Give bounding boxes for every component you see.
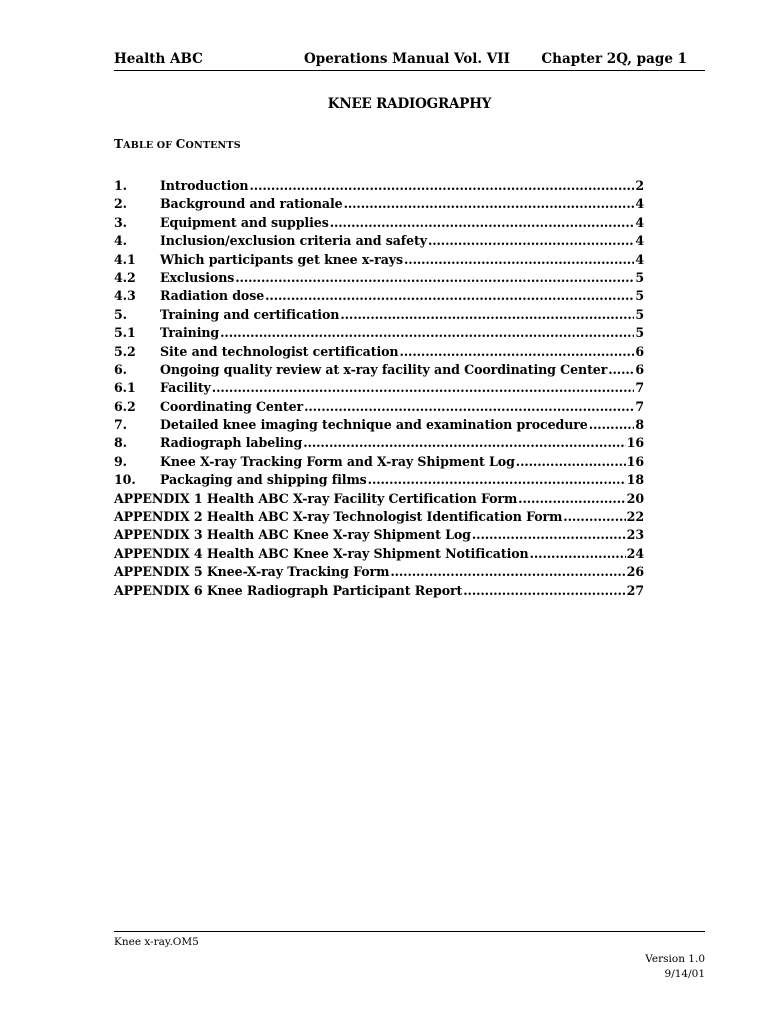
toc-entry-number: 4.3 <box>114 288 136 304</box>
toc-entry-link[interactable] <box>160 214 644 232</box>
toc-appendix-link[interactable] <box>114 582 644 600</box>
toc-entry-number: 5.2 <box>114 343 136 359</box>
toc-entry-title: Radiation dose <box>160 288 265 304</box>
toc-appendix-link[interactable] <box>114 526 644 544</box>
toc-dot-leader <box>472 526 626 544</box>
toc-appendix-title: APPENDIX 3 Health ABC Knee X-ray Shipment Log <box>114 527 471 543</box>
toc-entry-link[interactable] <box>160 379 644 397</box>
toc-entry-page: 4 <box>635 251 644 267</box>
toc-appendix-page: 26 <box>626 564 644 580</box>
toc-entry-page: 5 <box>635 288 644 304</box>
toc-dot-leader <box>516 453 626 471</box>
toc-entry-title: Packaging and shipping films <box>160 472 367 488</box>
toc-dot-leader <box>304 398 634 416</box>
toc-dot-leader <box>330 214 635 232</box>
toc-entry-row[interactable] <box>114 287 644 305</box>
toc-dot-leader <box>589 416 635 434</box>
toc-entry-row[interactable] <box>114 343 644 361</box>
toc-dot-leader <box>399 343 634 361</box>
toc-entry-link[interactable] <box>160 398 644 416</box>
toc-entry-number: 4. <box>114 233 127 249</box>
toc-entry-link[interactable] <box>160 453 644 471</box>
toc-dot-leader <box>563 508 625 526</box>
toc-appendix-page: 23 <box>626 527 644 543</box>
toc-dot-leader <box>340 306 634 324</box>
toc-heading <box>114 137 241 151</box>
toc-entry-row[interactable] <box>114 453 644 471</box>
toc-entry-row[interactable] <box>114 471 644 489</box>
toc-dot-leader <box>265 287 634 305</box>
toc-entry-row[interactable] <box>114 379 644 397</box>
toc-entry-row[interactable] <box>114 232 644 250</box>
toc-entry-link[interactable] <box>160 471 644 489</box>
page-footer <box>114 931 705 980</box>
toc-entry-title: Detailed knee imaging technique and examination procedure <box>160 417 588 433</box>
footer-date: 9/14/01 <box>664 968 705 980</box>
toc-entry-title: Facility <box>160 380 211 396</box>
toc-appendix-row[interactable] <box>114 490 644 508</box>
toc-entry-link[interactable] <box>160 343 644 361</box>
toc-appendix-page: 27 <box>626 582 644 598</box>
toc-entry-link[interactable] <box>160 251 644 269</box>
toc-dot-leader <box>428 232 634 250</box>
toc-appendix-link[interactable] <box>114 545 644 563</box>
toc-entry-title: Inclusion/exclusion criteria and safety <box>160 233 427 249</box>
toc-entry-page: 2 <box>635 178 644 193</box>
toc-entry-row[interactable] <box>114 398 644 416</box>
toc-heading-able-of: ABLE OF <box>123 140 176 151</box>
toc-entry-link[interactable] <box>160 177 644 195</box>
toc-entry-page: 4 <box>635 196 644 212</box>
toc-entry-page: 7 <box>635 398 644 414</box>
toc-entry-row[interactable] <box>114 195 644 213</box>
toc-entry-page: 16 <box>626 435 644 451</box>
toc-entry-number: 9. <box>114 453 127 469</box>
toc-entry-link[interactable] <box>160 361 644 379</box>
toc-entry-row[interactable] <box>114 324 644 342</box>
toc-entry-row[interactable] <box>114 269 644 287</box>
toc-entry-link[interactable] <box>160 434 644 452</box>
toc-appendix-row[interactable] <box>114 545 644 563</box>
toc-entry-link[interactable] <box>160 232 644 250</box>
toc-dot-leader <box>250 177 635 195</box>
toc-entry-page: 5 <box>635 269 644 285</box>
toc-entry-number: 5.1 <box>114 325 136 341</box>
toc-entry-number: 4.2 <box>114 269 136 285</box>
toc-entry-number: 3. <box>114 214 127 230</box>
toc-appendix-title: APPENDIX 1 Health ABC X-ray Facility Certification Form <box>114 490 518 506</box>
toc-appendix-link[interactable] <box>114 563 644 581</box>
toc-dot-leader <box>530 545 626 563</box>
toc-entry-page: 5 <box>635 325 644 341</box>
toc-appendix-page: 22 <box>626 509 644 525</box>
toc-entry-page: 18 <box>626 472 644 488</box>
toc-entry-row[interactable] <box>114 214 644 232</box>
toc-entry-row[interactable] <box>114 434 644 452</box>
toc-entry-title: Site and technologist certification <box>160 343 399 359</box>
toc-appendix-row[interactable] <box>114 508 644 526</box>
toc-appendix-title: APPENDIX 6 Knee Radiograph Participant Report <box>114 582 463 598</box>
toc-entry-page: 8 <box>635 417 644 433</box>
footer-filename: Knee x-ray.OM5 <box>114 936 199 948</box>
toc-entry-title: Background and rationale <box>160 196 343 212</box>
toc-dot-leader <box>368 471 626 489</box>
toc-entry-number: 4.1 <box>114 251 136 267</box>
toc-appendix-title: APPENDIX 2 Health ABC X-ray Technologist Identification Form <box>114 509 563 525</box>
toc-entry-title: Exclusions <box>160 269 235 285</box>
toc-entry-title: Introduction <box>160 178 249 193</box>
toc-entry-number: 5. <box>114 306 127 322</box>
toc-entry-link[interactable] <box>160 195 644 213</box>
toc-entry-page: 6 <box>635 343 644 359</box>
toc-entry-row[interactable] <box>114 306 644 324</box>
toc-entry-link[interactable] <box>160 324 644 342</box>
toc-entry-link[interactable] <box>160 306 644 324</box>
header-center: Operations Manual Vol. VII <box>304 51 510 67</box>
toc-entry-link[interactable] <box>160 416 644 434</box>
page-header <box>114 50 705 71</box>
toc-heading-c: C <box>175 137 186 151</box>
toc-appendix-link[interactable] <box>114 508 644 526</box>
toc-entry-link[interactable] <box>160 287 644 305</box>
toc-entry-page: 5 <box>635 306 644 322</box>
toc-dot-leader <box>220 324 634 342</box>
toc-entry-row[interactable] <box>114 416 644 434</box>
toc-entry-number: 7. <box>114 417 127 433</box>
toc-entry-number: 8. <box>114 435 127 451</box>
toc-entry-title: Knee X-ray Tracking Form and X-ray Shipment Log <box>160 453 515 469</box>
toc-appendix-page: 24 <box>626 545 644 561</box>
footer-version: Version 1.0 <box>645 953 705 965</box>
toc-entry-page: 16 <box>626 453 644 469</box>
toc-appendix-title: APPENDIX 4 Health ABC Knee X-ray Shipment Notification <box>114 545 529 561</box>
toc-dot-leader <box>235 269 634 287</box>
toc-dot-leader <box>404 251 634 269</box>
toc-entry-title: Ongoing quality review at x-ray facility and Coordinating Center <box>160 361 608 377</box>
toc-heading-t: T <box>114 137 124 151</box>
toc-entry-page: 6 <box>635 361 644 377</box>
toc-entry-row[interactable] <box>114 251 644 269</box>
toc-dot-leader <box>344 195 635 213</box>
toc-appendix-page: 20 <box>626 490 644 506</box>
toc-dot-leader <box>518 490 626 508</box>
toc-entry-title: Which participants get knee x-rays <box>160 251 403 267</box>
toc-entry-title: Radiograph labeling <box>160 435 303 451</box>
toc-entry-number: 2. <box>114 196 127 212</box>
toc-entry-row[interactable] <box>114 177 644 195</box>
toc-appendix-row[interactable] <box>114 582 644 600</box>
toc-dot-leader <box>608 361 634 379</box>
toc-entry-number: 6.1 <box>114 380 136 396</box>
toc-entry-number: 6. <box>114 361 127 377</box>
toc-entry-title: Training and certification <box>160 306 340 322</box>
table-of-contents <box>114 177 644 600</box>
toc-appendix-row[interactable] <box>114 563 644 581</box>
toc-entry-number: 6.2 <box>114 398 136 414</box>
toc-appendix-link[interactable] <box>114 490 644 508</box>
toc-entry-title: Coordinating Center <box>160 398 304 414</box>
document-title: KNEE RADIOGRAPHY <box>327 96 492 112</box>
toc-appendix-row[interactable] <box>114 526 644 544</box>
toc-entry-page: 4 <box>635 214 644 230</box>
toc-entry-row[interactable] <box>114 361 644 379</box>
header-right: Chapter 2Q, page 1 <box>541 51 687 67</box>
toc-entry-title: Equipment and supplies <box>160 214 329 230</box>
toc-entry-number: 1. <box>114 178 127 193</box>
toc-entry-title: Training <box>160 325 220 341</box>
toc-heading-ontents: ONTENTS <box>185 140 241 151</box>
toc-entry-page: 4 <box>635 233 644 249</box>
toc-entry-page: 7 <box>635 380 644 396</box>
toc-dot-leader <box>463 582 625 600</box>
toc-dot-leader <box>303 434 625 452</box>
toc-appendix-title: APPENDIX 5 Knee-X-ray Tracking Form <box>114 564 390 580</box>
header-left: Health ABC <box>114 51 203 67</box>
footer-version-block <box>645 952 705 982</box>
toc-entry-number: 10. <box>114 472 136 488</box>
toc-dot-leader <box>212 379 635 397</box>
toc-dot-leader <box>390 563 625 581</box>
toc-entry-link[interactable] <box>160 269 644 287</box>
